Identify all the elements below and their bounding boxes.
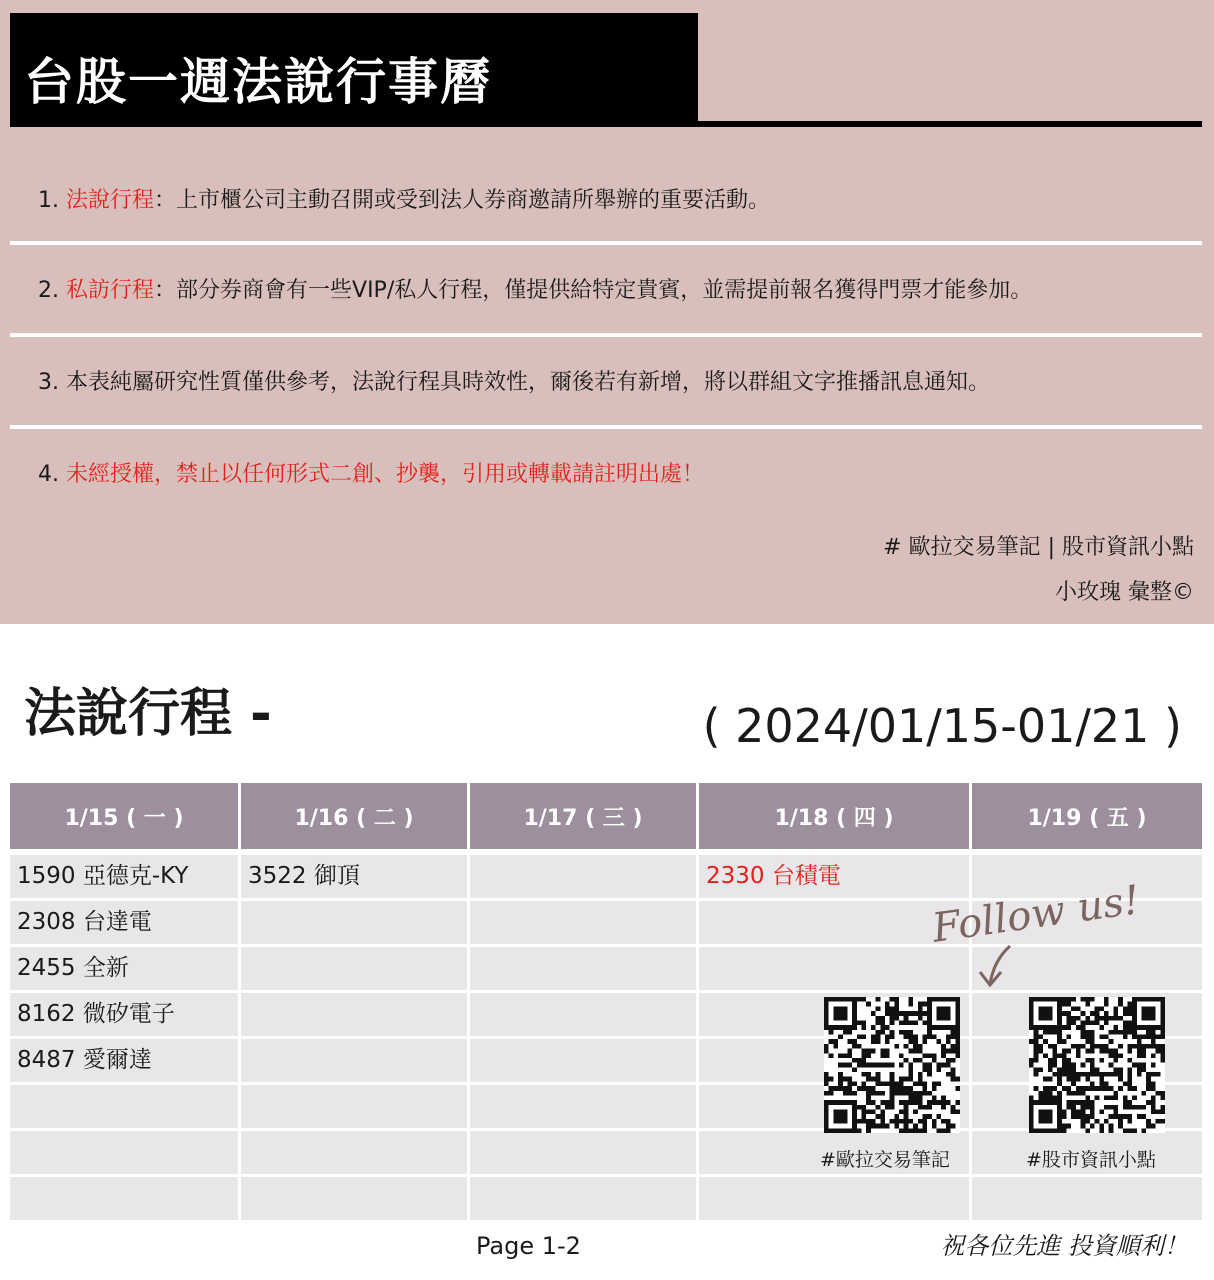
table-row [10,993,1202,1036]
page-number: Page 1-2 [476,1232,581,1260]
schedule-cell [470,1177,696,1220]
note-4 [38,460,704,490]
schedule-cell: 2330 台積電 [699,855,969,898]
schedule-cell: 8487 愛爾達 [10,1039,238,1082]
schedule-title: 法說行程 - [24,684,272,744]
qr-code-icon[interactable] [824,997,960,1133]
schedule-cell [241,1131,467,1174]
divider [10,333,1202,337]
footer-blessing: 祝各位先進 投資順利！ [940,1232,1188,1260]
note-warning: 未經授權，禁止以任何形式二創、抄襲，引用或轉載請註明出處！ [66,462,705,487]
schedule-cell [699,1177,969,1220]
table-header-row [10,783,1202,849]
schedule-cell [470,993,696,1036]
qr-label-stock-info: #股市資訊小點 [1026,1149,1156,1171]
follow-us-graphic [928,868,1143,988]
schedule-cell [470,1085,696,1128]
schedule-cell [241,1039,467,1082]
note-highlight: 私訪行程 [66,278,155,303]
day-header-fri: 1/19 ( 五 ) [972,783,1202,849]
note-text: ：上市櫃公司主動召開或受到法人券商邀請所舉辦的重要活動。 [154,188,771,213]
divider [10,241,1202,245]
schedule-table [10,783,1202,1223]
schedule-cell [972,1177,1202,1220]
schedule-cell [470,855,696,898]
day-header-tue: 1/16 ( 二 ) [241,783,467,849]
credit-author: 小玫瑰 彙整© [1055,580,1194,605]
schedule-cell [241,947,467,990]
note-number: 2. [38,278,59,303]
note-3 [38,368,990,398]
schedule-cell [10,1177,238,1220]
qr-code-icon[interactable] [1029,997,1165,1133]
schedule-cell [241,1085,467,1128]
schedule-cell [470,901,696,944]
divider [10,425,1202,429]
note-number: 1. [38,188,59,213]
schedule-cell [470,1039,696,1082]
table-row [10,1039,1202,1082]
table-row [10,1177,1202,1220]
schedule-cell: 3522 御頂 [241,855,467,898]
schedule-cell [10,1085,238,1128]
title-rule [698,121,1202,127]
schedule-cell: 2455 全新 [10,947,238,990]
schedule-cell: 8162 微矽電子 [10,993,238,1036]
intro-panel [0,0,1214,624]
table-row [10,1131,1202,1174]
schedule-cell [241,901,467,944]
table-row [10,1085,1202,1128]
schedule-cell [10,1131,238,1174]
schedule-cell [241,993,467,1036]
schedule-date-range: ( 2024/01/15-01/21 ) [702,699,1182,753]
credit-source: # 歐拉交易筆記 | 股市資訊小點 [883,535,1194,560]
note-text: ：部分券商會有一些VIP/私人行程，僅提供給特定貴賓，並需提前報名獲得門票才能參加。 [154,278,1033,303]
schedule-cell [470,947,696,990]
schedule-cell [470,1131,696,1174]
follow-us-text: Follow us! [929,877,1143,952]
schedule-cell: 2308 台達電 [10,901,238,944]
day-header-wed: 1/17 ( 三 ) [470,783,696,849]
schedule-cell [241,1177,467,1220]
note-1 [38,186,770,216]
note-text: 本表純屬研究性質僅供參考，法說行程具時效性，爾後若有新增，將以群組文字推播訊息通知。 [66,370,991,395]
page-title: 台股一週法說行事曆 [24,53,492,111]
arrow-icon [990,946,1010,984]
qr-label-euler: #歐拉交易筆記 [820,1149,950,1171]
note-number: 4. [38,462,59,487]
note-2 [38,276,1032,306]
note-highlight: 法說行程 [66,188,155,213]
note-number: 3. [38,370,59,395]
day-header-thu: 1/18 ( 四 ) [699,783,969,849]
day-header-mon: 1/15 ( 一 ) [10,783,238,849]
schedule-cell: 1590 亞德克-KY [10,855,238,898]
